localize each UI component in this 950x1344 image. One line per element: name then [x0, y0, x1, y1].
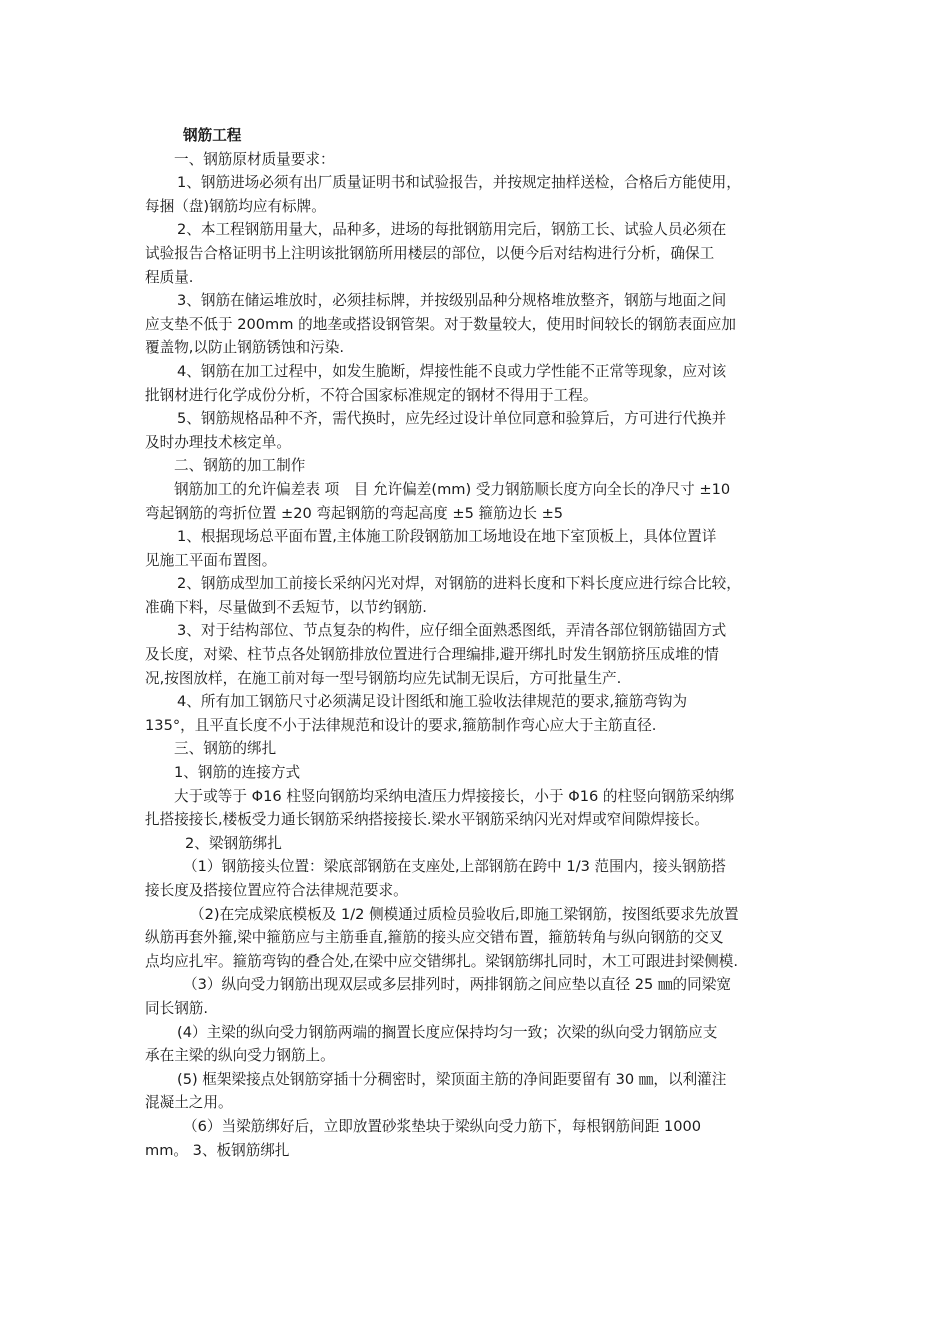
- text-line: 135°，且平直长度不小于法律规范和设计的要求,箍筋制作弯心应大于主筋直径.: [145, 716, 657, 734]
- document-body: [145, 148, 813, 1163]
- text-line: 纵筋再套外箍,梁中箍筋应与主筋垂直,箍筋的接头应交错布置，箍筋转角与纵向钢筋的交叉: [145, 929, 724, 947]
- text-line: 二、钢筋的加工制作: [174, 457, 306, 475]
- text-line: 一、钢筋原材质量要求：: [174, 150, 335, 168]
- text-line: 大于或等于 Φ16 柱竖向钢筋均采纳电渣压力焊接接长，小于 Φ16 的柱竖向钢筋采纳绑: [174, 787, 735, 805]
- document-page: [145, 124, 813, 1162]
- text-line: 覆盖物,以防止钢筋锈蚀和污染.: [145, 339, 344, 357]
- text-line: 扎搭接接长,楼板受力通长钢筋采纳搭接接长.梁水平钢筋采纳闪光对焊或窄间隙焊接长。: [145, 811, 709, 829]
- text-line: （2)在完成梁底模板及 1/2 侧模通过质检员验收后,即施工梁钢筋，按图纸要求先放置: [190, 905, 739, 923]
- text-line: 每捆（盘)钢筋均应有标牌。: [145, 197, 326, 215]
- text-line: 批钢材进行化学成份分析，不符合国家标准规定的钢材不得用于工程。: [145, 386, 598, 404]
- text-line: 混凝土之用。: [145, 1094, 233, 1112]
- text-line: 3、对于结构部位、节点复杂的构件，应仔细全面熟悉图纸，弄清各部位钢筋锚固方式: [177, 622, 727, 640]
- text-line: mm。 3、板钢筋绑扎: [145, 1141, 290, 1159]
- text-line: 见施工平面布置图。: [145, 551, 277, 569]
- text-line: 2、钢筋成型加工前接长采纳闪光对焊，对钢筋的进料长度和下料长度应进行综合比较，: [177, 575, 741, 593]
- text-line: 4、钢筋在加工过程中，如发生脆断，焊接性能不良或力学性能不正常等现象，应对该: [177, 362, 727, 380]
- text-line: 弯起钢筋的弯折位置 ±20 弯起钢筋的弯起高度 ±5 箍筋边长 ±5: [145, 504, 564, 522]
- text-line: 1、钢筋的连接方式: [174, 764, 301, 782]
- text-line: (4）主梁的纵向受力钢筋两端的搁置长度应保持均匀一致；次梁的纵向受力钢筋应支: [177, 1023, 718, 1041]
- text-line: 1、钢筋进场必须有出厂质量证明书和试验报告，并按规定抽样送检，合格后方能使用，: [177, 174, 741, 192]
- text-line: 点均应扎牢。箍筋弯钩的叠合处,在梁中应交错绑扎。梁钢筋绑扎同时，木工可跟进封梁侧模.: [145, 952, 739, 970]
- text-line: （3）纵向受力钢筋出现双层或多层排列时，两排钢筋之间应垫以直径 25 ㎜的同梁宽: [183, 976, 731, 994]
- document-title: 钢筋工程: [183, 127, 242, 144]
- text-line: 同长钢筋.: [145, 999, 209, 1017]
- text-line: (5) 框架梁接点处钢筋穿插十分稠密时，梁顶面主筋的净间距要留有 30 ㎜，以利灌注: [177, 1070, 727, 1088]
- text-line: 三、钢筋的绑扎: [174, 740, 277, 758]
- text-line: 2、本工程钢筋用量大，品种多，进场的每批钢筋用完后，钢筋工长、试验人员必须在: [177, 221, 727, 239]
- text-line: （1）钢筋接头位置：梁底部钢筋在支座处,上部钢筋在跨中 1/3 范围内，接头钢筋搭: [183, 858, 726, 876]
- text-line: 1、根据现场总平面布置,主体施工阶段钢筋加工场地设在地下室顶板上，具体位置详: [177, 528, 717, 546]
- text-line: 试验报告合格证明书上注明该批钢筋所用楼层的部位，以便今后对结构进行分析，确保工: [145, 244, 715, 262]
- text-line: 及时办理技术核定单。: [145, 433, 291, 451]
- text-line: 承在主梁的纵向受力钢筋上。: [145, 1047, 335, 1065]
- text-line: 2、梁钢筋绑扎: [185, 834, 282, 852]
- text-line: 况,按图放样，在施工前对每一型号钢筋均应先试制无误后，方可批量生产.: [145, 669, 622, 687]
- text-line: 及长度，对梁、柱节点各处钢筋排放位置进行合理编排,避开绑扎时发生钢筋挤压成堆的情: [145, 646, 719, 664]
- text-line: 准确下料，尽量做到不丢短节，以节约钢筋.: [145, 598, 427, 616]
- text-line: 5、钢筋规格品种不齐，需代换时，应先经过设计单位同意和验算后，方可进行代换并: [177, 410, 727, 428]
- text-line: 接长度及搭接位置应符合法律规范要求。: [145, 882, 408, 899]
- text-line: 程质量.: [145, 268, 194, 286]
- text-line: 3、钢筋在储运堆放时，必须挂标牌，并按级别品种分规格堆放整齐，钢筋与地面之间: [177, 292, 727, 310]
- text-line: 应支垫不低于 200mm 的地垄或搭设钢管架。对于数量较大，使用时间较长的钢筋表面应加: [145, 315, 736, 333]
- text-line: 钢筋加工的允许偏差表 项 目 允许偏差(mm) 受力钢筋顺长度方向全长的净尺寸 ±10: [174, 480, 731, 498]
- text-line: 4、所有加工钢筋尺寸必须满足设计图纸和施工验收法律规范的要求,箍筋弯钩为: [177, 693, 688, 711]
- text-line: （6）当梁筋绑好后，立即放置砂浆垫块于梁纵向受力筋下，每根钢筋间距 1000: [183, 1117, 702, 1135]
